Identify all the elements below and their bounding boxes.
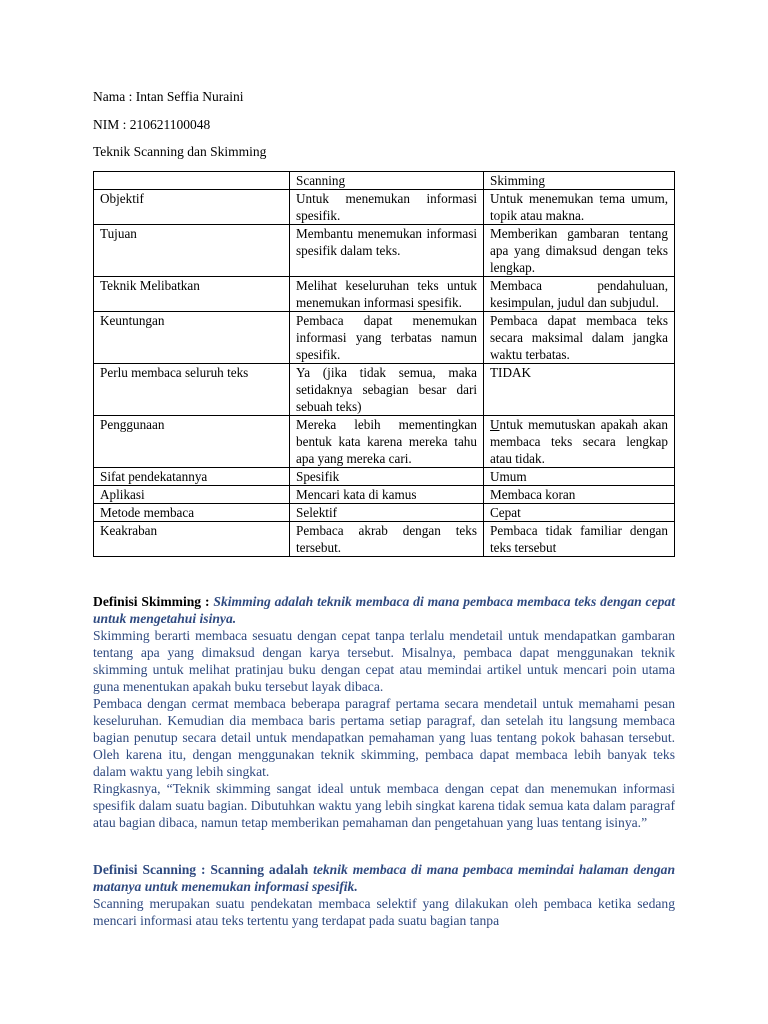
skimming-paragraph: Skimming berarti membaca sesuatu dengan cepat tanpa terlalu mendetail untuk mendapatkan gambaran tentang apa yang dimaksud dengan karya tersebut. Misalnya, pembaca dapat menggunakan teknik skimming untuk melihat pratinjau buku dengan cepat atau memindai artikel untuk mencari poin utama guna menentukan apakah buku tersebut layak dibaca. <box>93 628 675 694</box>
student-name: Nama : Intan Seffia Nuraini <box>93 89 244 104</box>
table-cell: Teknik Melibatkan <box>94 277 290 312</box>
table-header-row <box>94 172 675 190</box>
scanning-definition <box>93 861 675 895</box>
skimming-label: Definisi Skimming : <box>93 594 214 609</box>
document-title: Teknik Scanning dan Skimming <box>93 144 267 159</box>
scanning-definition-text: teknik membaca di mana pembaca memindai halaman dengan matanya untuk menemukan informasi spesifik. <box>93 862 676 894</box>
table-cell: Memberikan gambaran tentang apa yang dimaksud dengan teks lengkap. <box>484 225 675 277</box>
table-cell: Melihat keseluruhan teks untuk menemukan informasi spesifik. <box>290 277 484 312</box>
table-cell: TIDAK <box>484 364 675 416</box>
table-cell: Perlu membaca seluruh teks <box>94 364 290 416</box>
table-cell: Pembaca dapat menemukan informasi yang terbatas namun spesifik. <box>290 312 484 364</box>
table-cell: Mereka lebih mementingkan bentuk kata karena mereka tahu apa yang mereka cari. <box>290 416 484 468</box>
student-nim: NIM : 210621100048 <box>93 117 211 132</box>
table-cell: Spesifik <box>290 468 484 486</box>
skimming-section <box>93 593 675 831</box>
table-cell: Pembaca akrab dengan teks tersebut. <box>290 522 484 557</box>
comparison-table <box>93 171 675 557</box>
table-header-cell: Scanning <box>290 172 484 190</box>
table-cell: Untuk menemukan tema umum, topik atau makna. <box>484 190 675 225</box>
table-row <box>94 312 675 364</box>
table-cell: Metode membaca <box>94 504 290 522</box>
table-cell: Membaca koran <box>484 486 675 504</box>
skimming-definition-text: Skimming adalah teknik membaca di mana pembaca membaca teks dengan cepat untuk mengetahui isinya. <box>93 594 675 626</box>
table-row <box>94 416 675 468</box>
table-cell: Pembaca tidak familiar dengan teks tersebut <box>484 522 675 557</box>
table-cell: Penggunaan <box>94 416 290 468</box>
table-row <box>94 364 675 416</box>
table-cell: Pembaca dapat membaca teks secara maksimal dalam jangka waktu terbatas. <box>484 312 675 364</box>
table-cell: Sifat pendekatannya <box>94 468 290 486</box>
scanning-section <box>93 861 675 929</box>
table-row <box>94 486 675 504</box>
table-row <box>94 468 675 486</box>
table-row <box>94 225 675 277</box>
table-cell: Cepat <box>484 504 675 522</box>
table-row <box>94 522 675 557</box>
table-cell: Untuk memutuskan apakah akan membaca teks secara lengkap atau tidak. <box>484 416 675 468</box>
table-cell: Aplikasi <box>94 486 290 504</box>
table-header-cell: Skimming <box>484 172 675 190</box>
table-cell: Keuntungan <box>94 312 290 364</box>
scanning-label: Definisi Scanning : Scanning adalah <box>93 862 314 877</box>
scanning-paragraph: Scanning merupakan suatu pendekatan membaca selektif yang dilakukan oleh pembaca ketika sedang mencari informasi atau teks tertentu yang terdapat pada suatu bagian tanpa <box>93 896 675 928</box>
skimming-definition <box>93 593 675 627</box>
table-row <box>94 277 675 312</box>
table-cell: Membaca pendahuluan, kesimpulan, judul dan subjudul. <box>484 277 675 312</box>
table-row <box>94 190 675 225</box>
table-cell: Umum <box>484 468 675 486</box>
table-cell: Membantu menemukan informasi spesifik dalam teks. <box>290 225 484 277</box>
table-cell: Ya (jika tidak semua, maka setidaknya sebagian besar dari sebuah teks) <box>290 364 484 416</box>
skimming-paragraph: Ringkasnya, “Teknik skimming sangat ideal untuk membaca dengan cepat dan menemukan informasi spesifik dalam suatu bagian. Dibutuhkan waktu yang lebih singkat karena tidak semua kata dalam paragraf atau bagian dibaca, namun tetap memberikan pemahaman dan pengetahuan yang luas tentang isinya.” <box>93 781 675 830</box>
table-cell: Mencari kata di kamus <box>290 486 484 504</box>
table-cell: Selektif <box>290 504 484 522</box>
table-cell: Keakraban <box>94 522 290 557</box>
table-cell: Untuk menemukan informasi spesifik. <box>290 190 484 225</box>
table-cell: Tujuan <box>94 225 290 277</box>
table-row <box>94 504 675 522</box>
table-cell: Objektif <box>94 190 290 225</box>
skimming-paragraph: Pembaca dengan cermat membaca beberapa paragraf pertama secara mendetail untuk memahami pesan keseluruhan. Kemudian dia membaca baris pertama setiap paragraf, dan setelah itu langsung membaca bagian penutup secara detail untuk mendapatkan pemahaman yang luas tentang pokok bahasan tersebut. Oleh karena itu, dengan menggunakan teknik skimming, pembaca dapat membaca lebih banyak teks dalam waktu yang lebih singkat. <box>93 696 675 779</box>
table-header-cell <box>94 172 290 190</box>
